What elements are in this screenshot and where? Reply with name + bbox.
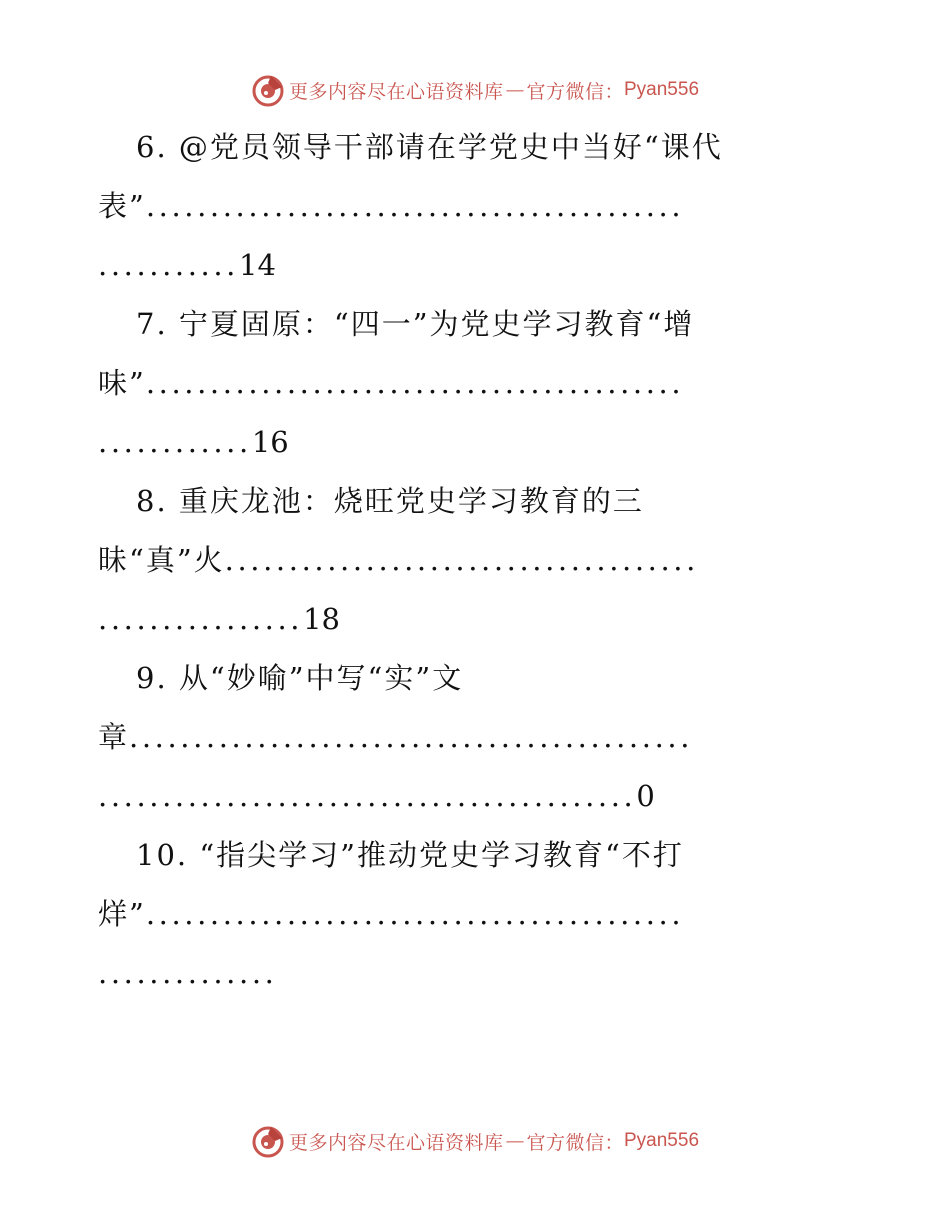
toc-leader-dots: ................ [98,602,304,636]
toc-entry[interactable] [98,826,840,1003]
toc-page-number: 16 [251,425,289,459]
toc-leader-dots: ..................................... [224,543,699,577]
toc-page-number: 18 [303,602,340,636]
pen-logo-icon [251,73,285,107]
toc-entry-title: 10. “指尖学习”推动党史学习教育“不打 [136,838,684,872]
toc-entry-title: 7. 宁夏固原：“四一”为党史学习教育“增 [136,307,695,341]
toc-entry-title-continued: 烊” [98,897,146,931]
watermark-text: 更多内容尽在心语资料库 [288,80,504,103]
watermark-header [0,70,950,110]
table-of-contents [98,118,840,1003]
toc-entry-title: 6. @党员领导干部请在学党史中当好“课代 [136,130,723,164]
pen-logo-icon [251,1124,285,1158]
toc-entry-title-continued: 表” [98,189,146,223]
toc-entry[interactable] [98,295,840,472]
watermark-separator: — [505,79,525,101]
toc-leader-dots: .......................................... [98,779,637,813]
toc-entry[interactable] [98,472,840,649]
watermark-separator: — [505,1130,525,1152]
toc-leader-dots: ............................................ [129,720,694,754]
toc-entry-title-continued: 章 [98,720,130,754]
toc-entry[interactable] [98,649,840,826]
toc-leader-dots: ........... [98,248,240,282]
toc-entry-title: 8. 重庆龙池：烧旺党史学习教育的三 [136,484,644,518]
watermark-text: 更多内容尽在心语资料库 [288,1131,504,1154]
toc-page-number: 0 [636,779,655,813]
toc-leader-dots: .......................................... [145,189,685,223]
toc-entry-title: 9. 从“妙喻”中写“实”文 [136,661,464,695]
watermark-label: 官方微信： [526,1131,624,1154]
toc-entry-title-continued: 昧“真”火 [98,543,225,577]
watermark-footer [0,1121,950,1161]
watermark-label: 官方微信： [526,80,624,103]
toc-entry-title-continued: 味” [98,366,146,400]
watermark-brand: Pyan556 [624,79,700,100]
toc-leader-dots: .......................................... [145,897,685,931]
watermark-brand: Pyan556 [624,1130,700,1151]
toc-page-number: 14 [239,248,276,282]
toc-leader-dots: .............. [98,956,278,990]
toc-leader-dots: ............ [98,425,252,459]
toc-leader-dots: .......................................... [145,366,685,400]
toc-entry[interactable] [98,118,840,295]
